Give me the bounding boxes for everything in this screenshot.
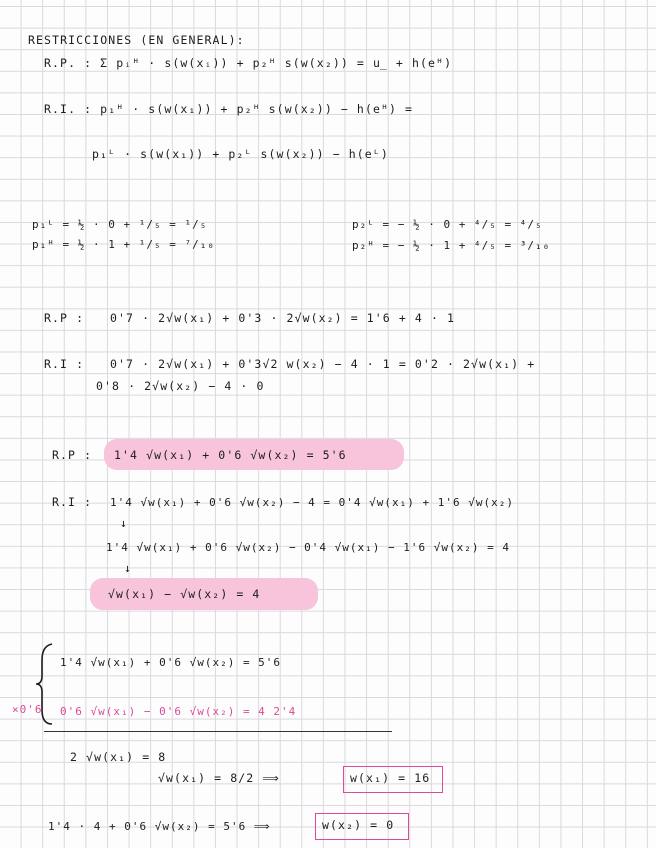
substituted-ri-line-1: 0'7 · 2√w(x₁) + 0'3√2 w(x₂) − 4 · 1 = 0'2 · 2√w(x₁) + <box>110 357 536 371</box>
multiplier-annotation: ×0'6 <box>12 703 43 716</box>
p2-high: p₂ᴴ = − ½ · 1 + ⁴/₅ = ³/₁₀ <box>352 239 551 252</box>
p2-low: p₂ᴸ = − ½ · 0 + ⁴/₅ = ⁴/₅ <box>352 218 543 231</box>
p1-high: p₁ᴴ = ½ · 1 + ¹/₅ = ⁷/₁₀ <box>32 238 215 251</box>
general-ri-line-2: p₁ᴸ · s(w(x₁)) + p₂ᴸ s(w(x₂)) − h(eᴸ) <box>92 147 389 161</box>
simplified-rp-label: R.P : <box>52 448 93 462</box>
sqrt-w1-line: √w(x₁) = 8/2 ⟹ <box>158 771 280 785</box>
simplified-ri-label: R.I : <box>52 495 93 509</box>
simplified-ri-line-3: √w(x₁) − √w(x₂) = 4 <box>108 587 261 601</box>
p1-low: p₁ᴸ = ½ · 0 + ¹/₅ = ¹/₅ <box>32 218 208 231</box>
substituted-ri-label: R.I : <box>44 357 85 371</box>
sum-rule <box>44 731 392 732</box>
w1-result: w(x₁) = 16 <box>350 771 431 785</box>
simplified-rp-line: 1'4 √w(x₁) + 0'6 √w(x₂) = 5'6 <box>114 448 347 462</box>
substituted-rp-label: R.P : <box>44 311 85 325</box>
down-arrow-icon: ↓ <box>120 516 129 530</box>
system-eq-2: 0'6 √w(x₁) − 0'6 √w(x₂) = 4 2'4 <box>60 705 297 718</box>
simplified-ri-line-1: 1'4 √w(x₁) + 0'6 √w(x₂) − 4 = 0'4 √w(x₁) + 1'6 √w(x₂) <box>110 496 514 509</box>
system-eq-1: 1'4 √w(x₁) + 0'6 √w(x₂) = 5'6 <box>60 656 282 669</box>
sum-line: 2 √w(x₁) = 8 <box>70 750 167 764</box>
simplified-ri-line-2: 1'4 √w(x₁) + 0'6 √w(x₂) − 0'4 √w(x₁) − 1'6 √w(x₂) = 4 <box>106 541 510 554</box>
substituted-rp-line: 0'7 · 2√w(x₁) + 0'3 · 2√w(x₂) = 1'6 + 4 · 1 <box>110 311 456 325</box>
general-ri-line-1: R.I. : p₁ᴴ · s(w(x₁)) + p₂ᴴ s(w(x₂)) − h(eᴴ) = <box>44 102 414 116</box>
heading: RESTRICCIONES (EN GENERAL): <box>28 33 245 47</box>
w2-result: w(x₂) = 0 <box>322 818 395 832</box>
substituted-ri-line-2: 0'8 · 2√w(x₂) − 4 · 0 <box>96 379 265 393</box>
down-arrow-icon: ↓ <box>124 561 133 575</box>
general-rp-line: R.P. : Σ pᵢᴴ · s(w(xᵢ)) + p₂ᴴ s(w(x₂)) = u̲ + h(eᴴ) <box>44 56 453 70</box>
back-substitution-line: 1'4 · 4 + 0'6 √w(x₂) = 5'6 ⟹ <box>48 820 271 833</box>
